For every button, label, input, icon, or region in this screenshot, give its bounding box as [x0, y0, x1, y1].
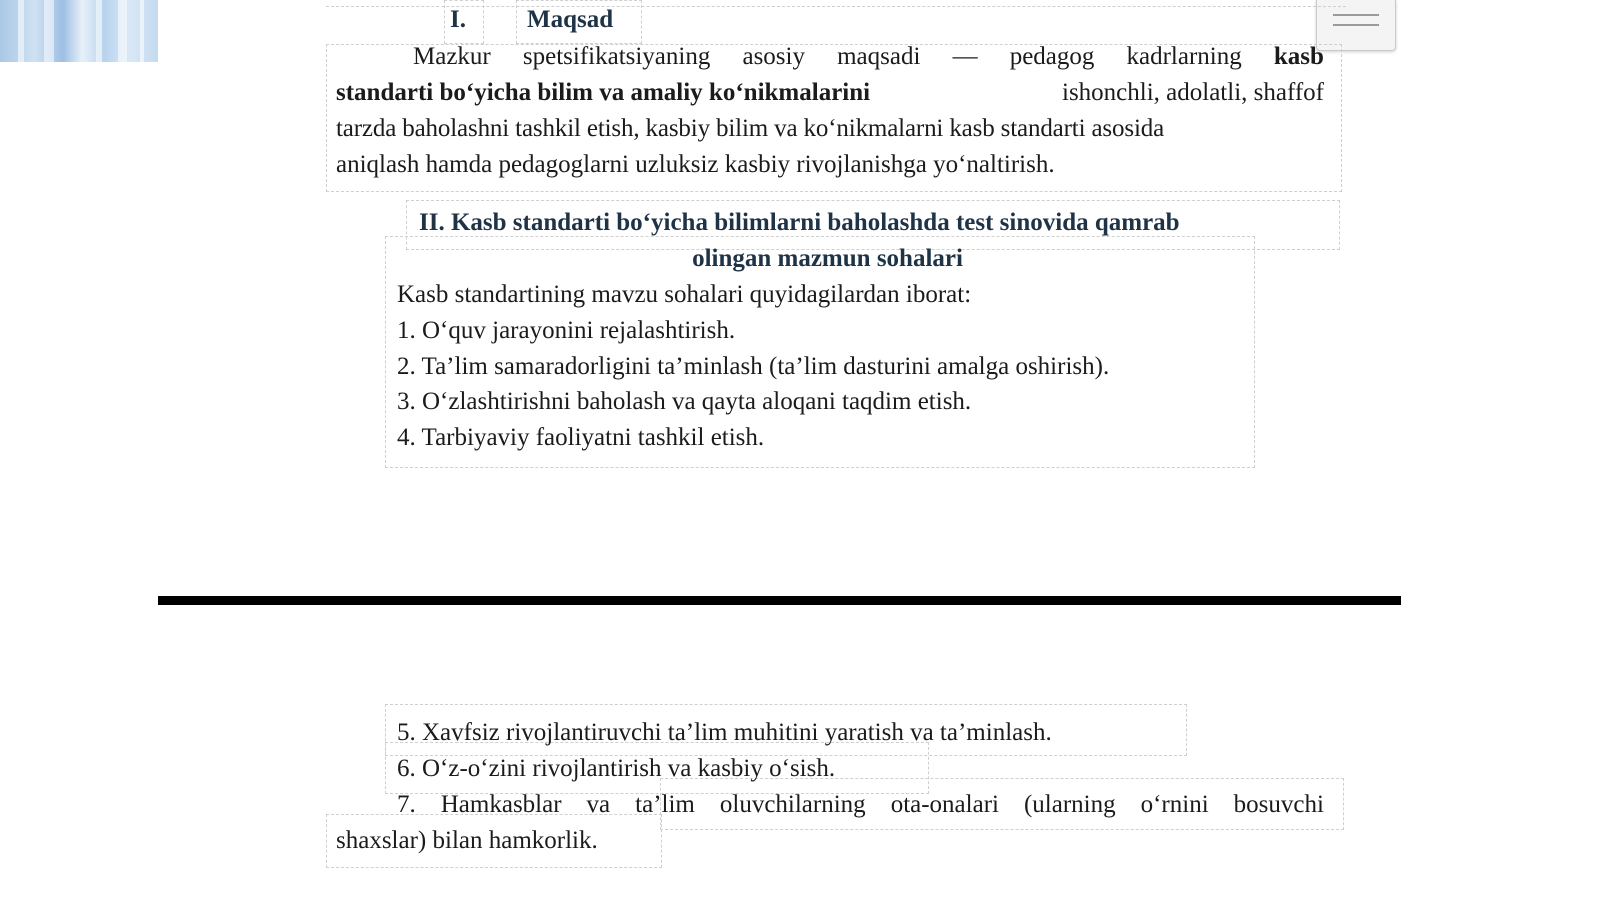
- section-title: Maqsad: [527, 6, 614, 33]
- list-item-7-line-2: shaxslar) bilan hamkorlik.: [336, 827, 598, 854]
- list-item: 1. O‘quv jarayonini rejalashtirish.: [397, 317, 736, 344]
- list-item: 3. O‘zlashtirishni baholash va qayta aloqani taqdim etish.: [397, 388, 972, 415]
- logo: [0, 0, 158, 62]
- section-2-title-line-2: olingan mazmun sohalari: [692, 245, 963, 272]
- section-number: I.: [450, 6, 466, 33]
- paragraph-line-3: tarzda baholashni tashkil etish, kasbiy bilim va ko‘nikmalarni kasb standarti asosida: [336, 115, 1165, 142]
- list-item: 4. Tarbiyaviy faoliyatni tashkil etish.: [397, 424, 765, 451]
- paragraph-line-1: Mazkur spetsifikatsiyaning asosiy maqsadi — pedagog kadrlarning kasb: [413, 43, 1324, 70]
- page-divider: [158, 596, 1401, 605]
- paragraph-line-4: aniqlash hamda pedagoglarni uzluksiz kasbiy rivojlanishga yo‘naltirish.: [336, 151, 1055, 178]
- paragraph-line-2: standarti bo‘yicha bilim va amaliy ko‘nikmalarini ishonchli, adolatli, shaffof: [336, 79, 1324, 106]
- list-item: 2. Ta’lim samaradorligini ta’minlash (ta’lim dasturini amalga oshirish).: [397, 353, 1110, 380]
- list-item: 5. Xavfsiz rivojlantiruvchi ta’lim muhitini yaratish va ta’minlash.: [397, 719, 1052, 746]
- section-2-title-line-1: II. Kasb standarti bo‘yicha bilimlarni baholashda test sinovida qamrab: [419, 209, 1180, 236]
- section-2-intro: Kasb standartining mavzu sohalari quyidagilardan iborat:: [397, 281, 972, 308]
- list-item-7-line-1: 7. Hamkasblar va ta’lim oluvchilarning ota-onalari (ularning o‘rnini bosuvchi: [397, 791, 1324, 818]
- list-item: 6. O‘z-o‘zini rivojlantirish va kasbiy o‘sish.: [397, 755, 836, 782]
